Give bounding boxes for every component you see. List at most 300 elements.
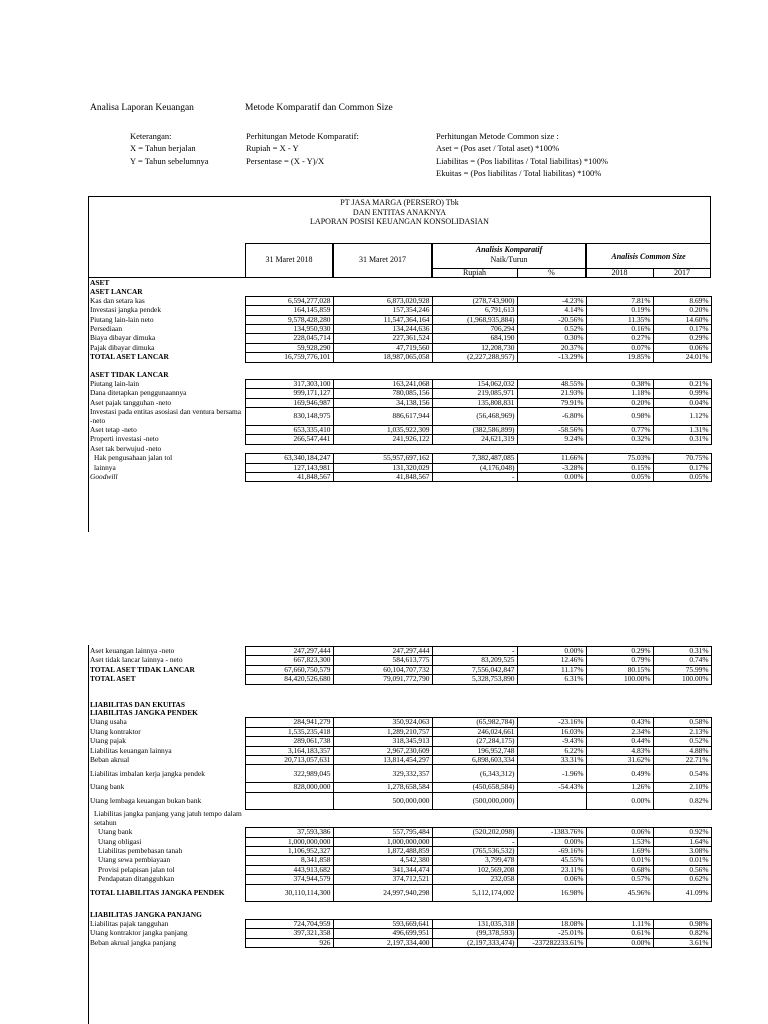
common-size-2017: 1.64% <box>653 837 711 846</box>
table-row <box>88 938 711 947</box>
common-size-2017: 100.00% <box>653 675 711 684</box>
value-2017 <box>333 810 432 828</box>
diff-rupiah: 102,569,208 <box>432 865 517 874</box>
row-label: LIABILITAS JANGKA PENDEK <box>90 709 198 718</box>
common-size-2017: 0.20% <box>653 306 711 315</box>
row-label <box>88 362 245 371</box>
common-size-2018 <box>586 902 653 911</box>
row-label: Goodwill <box>90 472 118 482</box>
common-size-2017: 0.52% <box>653 737 711 746</box>
value-2017 <box>333 362 432 371</box>
table-row <box>88 929 711 938</box>
common-size-2018: 1.18% <box>586 389 653 398</box>
diff-percent: 6.31% <box>517 675 586 684</box>
table-row <box>88 306 711 315</box>
table-row <box>88 287 711 296</box>
common-size-2018 <box>586 287 653 296</box>
common-size-2017: 2.13% <box>653 727 711 736</box>
value-2018: 1,535,235,418 <box>245 727 333 736</box>
value-2017: 780,085,156 <box>333 389 432 398</box>
diff-rupiah: (2,227,288,957) <box>432 353 517 362</box>
diff-rupiah: (6,343,312) <box>432 765 517 783</box>
diff-percent: -9.43% <box>517 737 586 746</box>
common-size-2017: 1.12% <box>653 408 711 426</box>
table-row <box>88 647 711 656</box>
diff-percent: -23.16% <box>517 718 586 727</box>
common-size-2018 <box>586 709 653 718</box>
common-size-2018 <box>586 910 653 919</box>
value-2018 <box>245 902 333 911</box>
value-2018: 322,989,045 <box>245 765 333 783</box>
common-size-2017: 0.54% <box>653 765 711 783</box>
value-2017 <box>333 684 432 693</box>
table-row <box>88 473 711 482</box>
diff-percent: 4.14% <box>517 306 586 315</box>
report-title-block <box>88 198 711 227</box>
common-size-2017 <box>653 693 711 701</box>
common-size-2017 <box>653 287 711 296</box>
value-2017: 6,873,020,928 <box>333 296 432 305</box>
common-size-2017: 0.99% <box>653 389 711 398</box>
table-row <box>88 709 711 718</box>
common-size-2017: 2.10% <box>653 783 711 792</box>
diff-rupiah: 6,791,613 <box>432 306 517 315</box>
diff-percent: -13.29% <box>517 353 586 362</box>
col-header-common-size: Analisis Common Size <box>611 252 686 261</box>
diff-percent: 48.55% <box>517 380 586 389</box>
value-2017: 11,547,364,164 <box>333 315 432 324</box>
table-row <box>88 665 711 674</box>
value-2018 <box>245 701 333 709</box>
subsidiary-line: DAN ENTITAS ANAKNYA <box>352 207 447 217</box>
common-size-2018: 31.62% <box>586 756 653 765</box>
diff-percent: -1.96% <box>517 765 586 783</box>
value-2018: 667,823,300 <box>245 656 333 665</box>
value-2017: 584,613,775 <box>333 656 432 665</box>
diff-rupiah: (99,378,593) <box>432 929 517 938</box>
row-label: ASET <box>90 279 110 287</box>
diff-percent: -4.23% <box>517 296 586 305</box>
common-size-2017: 0.05% <box>653 473 711 482</box>
common-size-2017 <box>653 902 711 911</box>
diff-percent: -6.80% <box>517 408 586 426</box>
diff-percent: 45.55% <box>517 856 586 865</box>
row-label: Aset keuangan lainnya -neto <box>90 646 175 655</box>
col-header-rupiah: Rupiah <box>462 268 487 277</box>
row-label: Properti investasi -neto <box>90 434 159 444</box>
common-size-2017: 0.17% <box>653 463 711 472</box>
row-label: Piutang lain-lain neto <box>90 315 154 324</box>
value-2018: 1,106,952,327 <box>245 847 333 856</box>
col-header-cs-2018: 2018 <box>611 268 628 277</box>
diff-percent: 11.17% <box>517 665 586 674</box>
value-2017: 1,872,488,859 <box>333 847 432 856</box>
row-label: TOTAL ASET <box>90 674 136 684</box>
table-row <box>88 398 711 407</box>
table-row <box>88 792 711 810</box>
row-label: Aset pajak tangguhan -neto <box>90 398 172 407</box>
diff-rupiah: 196,952,748 <box>432 746 517 755</box>
value-2018 <box>245 792 333 810</box>
diff-rupiah: (27,284,175) <box>432 737 517 746</box>
value-2017: 341,344,474 <box>333 865 432 874</box>
common-size-2018: 0.68% <box>586 865 653 874</box>
row-label: Utang lembaga keuangan bukan bank <box>90 795 202 805</box>
doc-title-left: Analisa Laporan Keuangan <box>90 103 194 113</box>
asset-table <box>88 279 712 482</box>
diff-rupiah <box>432 810 517 828</box>
row-label: Hak pengusahaan jalan tol <box>94 453 173 463</box>
row-label: ASET LANCAR <box>90 287 143 296</box>
value-2018: 8,341,858 <box>245 856 333 865</box>
diff-percent: 11.66% <box>517 454 586 463</box>
diff-percent <box>517 810 586 828</box>
row-label: Liabilitas keuangan lainnya <box>90 746 172 755</box>
diff-rupiah <box>432 371 517 380</box>
diff-percent: 0.30% <box>517 334 586 343</box>
value-2018 <box>245 279 333 287</box>
col-header-komparatif: Analisis Komparatif <box>475 245 543 254</box>
value-2018 <box>245 709 333 718</box>
diff-percent: -69.16% <box>517 847 586 856</box>
common-size-2017: 0.29% <box>653 334 711 343</box>
common-size-2018: 0.29% <box>586 647 653 656</box>
value-2018: 16,759,776,101 <box>245 353 333 362</box>
value-2018: 164,145,859 <box>245 306 333 315</box>
value-2017: 329,332,357 <box>333 765 432 783</box>
diff-rupiah: 232,058 <box>432 875 517 884</box>
value-2017: 500,000,000 <box>333 792 432 810</box>
value-2018 <box>245 287 333 296</box>
table-row <box>88 828 711 837</box>
diff-percent <box>517 709 586 718</box>
table-row <box>88 875 711 884</box>
value-2018 <box>245 693 333 701</box>
value-2017: 134,244,636 <box>333 325 432 334</box>
diff-rupiah <box>432 287 517 296</box>
common-size-2017: 75.99% <box>653 665 711 674</box>
common-size-2018: 1.69% <box>586 847 653 856</box>
row-label: Persediaan <box>90 324 123 334</box>
row-label: Biaya dibayar dimuka <box>90 333 156 343</box>
row-label <box>88 693 245 701</box>
row-label: Aset tidak lancar lainnya - neto <box>90 655 183 665</box>
common-size-2018 <box>586 362 653 371</box>
value-2017: 47,719,560 <box>333 343 432 352</box>
common-size-2018 <box>586 371 653 380</box>
table-row <box>88 353 711 362</box>
row-label: Pajak dibayar dimuka <box>90 343 155 352</box>
value-2018 <box>245 684 333 693</box>
diff-rupiah: (765,536,532) <box>432 847 517 856</box>
value-2017: 247,297,444 <box>333 647 432 656</box>
value-2018: 999,171,127 <box>245 389 333 398</box>
table-row <box>88 684 711 693</box>
table-row <box>88 746 711 755</box>
common-size-2018: 7.81% <box>586 296 653 305</box>
col-header-cs-2017: 2017 <box>674 268 690 277</box>
table-row <box>88 727 711 736</box>
value-2017 <box>333 444 432 453</box>
diff-percent <box>517 362 586 371</box>
value-2018: 830,148,975 <box>245 408 333 426</box>
row-label: Piutang lain-lain <box>90 379 140 389</box>
keterangan-label: Keterangan: <box>130 131 172 141</box>
common-size-2017: 1.31% <box>653 426 711 435</box>
diff-percent: 6.22% <box>517 746 586 755</box>
table-row <box>88 380 711 389</box>
table-row <box>88 444 711 453</box>
common-size-2017: 0.06% <box>653 343 711 352</box>
diff-rupiah: 7,556,042,847 <box>432 665 517 674</box>
value-2018: 9,578,428,280 <box>245 315 333 324</box>
value-2017: 1,000,000,000 <box>333 837 432 846</box>
diff-rupiah: - <box>432 473 517 482</box>
value-2018: 63,340,184,247 <box>245 454 333 463</box>
diff-rupiah: 7,382,487,085 <box>432 454 517 463</box>
diff-rupiah: 6,898,603,334 <box>432 756 517 765</box>
value-2017: 79,091,772,790 <box>333 675 432 684</box>
table-row <box>88 837 711 846</box>
table-row <box>88 675 711 684</box>
value-2018: 397,321,358 <box>245 929 333 938</box>
row-label: Pendapatan ditangguhkan <box>98 874 175 884</box>
diff-percent <box>517 444 586 453</box>
diff-rupiah: 12,208,730 <box>432 343 517 352</box>
common-size-2018: 0.49% <box>586 765 653 783</box>
diff-rupiah <box>432 902 517 911</box>
common-size-2018: 0.15% <box>586 463 653 472</box>
common-size-2018: 0.16% <box>586 325 653 334</box>
diff-rupiah <box>432 279 517 287</box>
row-label: TOTAL ASET LANCAR <box>90 352 169 362</box>
keterangan-line: X = Tahun berjalan <box>130 143 196 154</box>
common-size-2017: 70.75% <box>653 454 711 463</box>
diff-percent: -58.56% <box>517 426 586 435</box>
diff-rupiah <box>432 684 517 693</box>
diff-percent: 33.31% <box>517 756 586 765</box>
value-2018: 67,660,750,579 <box>245 665 333 674</box>
diff-rupiah: 684,190 <box>432 334 517 343</box>
value-2017: 34,138,156 <box>333 398 432 407</box>
common-size-2018: 100.00% <box>586 675 653 684</box>
common-size-2018: 0.05% <box>586 473 653 482</box>
common-size-2017: 0.82% <box>653 929 711 938</box>
diff-percent: 0.06% <box>517 875 586 884</box>
common-size-2017: 0.58% <box>653 718 711 727</box>
diff-rupiah: 24,621,319 <box>432 435 517 444</box>
row-label: Aset tetap -neto <box>90 425 137 435</box>
diff-rupiah: (2,197,333,474) <box>432 938 517 947</box>
value-2018: 134,950,930 <box>245 325 333 334</box>
komparatif-title: Perhitungan Metode Komparatif: <box>246 131 359 141</box>
col-header-2017: 31 Maret 2017 <box>358 255 407 264</box>
diff-rupiah: (382,586,899) <box>432 426 517 435</box>
common-size-2018: 80.15% <box>586 665 653 674</box>
value-2017: 18,987,065,058 <box>333 353 432 362</box>
diff-rupiah: - <box>432 837 517 846</box>
common-size-2018: 11.35% <box>586 315 653 324</box>
value-2017 <box>333 287 432 296</box>
common-size-2017: 0.04% <box>653 398 711 407</box>
common-size-2017 <box>653 362 711 371</box>
common-size-2018: 0.00% <box>586 792 653 810</box>
table-row <box>88 463 711 472</box>
table-row <box>88 296 711 305</box>
common-size-2017 <box>653 279 711 287</box>
value-2018 <box>245 371 333 380</box>
value-2017: 157,354,246 <box>333 306 432 315</box>
table-row <box>88 756 711 765</box>
row-label: lainnya <box>94 463 116 472</box>
value-2018: 828,000,000 <box>245 783 333 792</box>
row-label: Liabilitas pembebasan tanah <box>98 846 183 856</box>
value-2018: 289,061,738 <box>245 737 333 746</box>
diff-percent: -25.01% <box>517 929 586 938</box>
value-2018 <box>245 362 333 371</box>
diff-rupiah: 131,035,318 <box>432 919 517 928</box>
diff-rupiah: - <box>432 647 517 656</box>
table-row <box>88 910 711 919</box>
value-2018: 84,420,526,680 <box>245 675 333 684</box>
value-2017: 131,320,029 <box>333 463 432 472</box>
value-2017: 55,957,697,162 <box>333 454 432 463</box>
col-header-percent: % <box>548 268 555 277</box>
row-label: Utang bank <box>98 827 133 837</box>
col-header-naik-turun: Naik/Turun <box>490 255 528 264</box>
common-size-2017: 0.17% <box>653 325 711 334</box>
common-size-2017: 0.92% <box>653 828 711 837</box>
value-2018: 443,913,682 <box>245 865 333 874</box>
value-2017 <box>333 709 432 718</box>
table-row <box>88 334 711 343</box>
common-size-2017: 41.09% <box>653 884 711 902</box>
value-2017: 557,795,484 <box>333 828 432 837</box>
row-label: Provisi pelapisan jalan tol <box>98 865 175 874</box>
value-2017: 4,542,380 <box>333 856 432 865</box>
diff-rupiah <box>432 701 517 709</box>
row-label: Utang kontraktor <box>90 727 141 736</box>
diff-percent: 9.24% <box>517 435 586 444</box>
row-label: Utang bank <box>90 782 125 792</box>
value-2018: 37,593,386 <box>245 828 333 837</box>
table-row <box>88 315 711 324</box>
diff-rupiah: 5,112,174,002 <box>432 884 517 902</box>
komparatif-line: Rupiah = X - Y <box>246 143 299 154</box>
diff-percent: -3.28% <box>517 463 586 472</box>
common-size-2018: 0.57% <box>586 875 653 884</box>
value-2018 <box>245 910 333 919</box>
table-row <box>88 408 711 426</box>
row-label: Investasi jangka pendek <box>90 305 162 315</box>
value-2018: 317,303,100 <box>245 380 333 389</box>
diff-percent: 16.98% <box>517 884 586 902</box>
diff-rupiah: 246,024,661 <box>432 727 517 736</box>
row-label <box>88 684 245 693</box>
table-row <box>88 919 711 928</box>
diff-percent: 0.52% <box>517 325 586 334</box>
diff-percent: 12.46% <box>517 656 586 665</box>
common-size-2018: 1.26% <box>586 783 653 792</box>
common-size-2017: 14.60% <box>653 315 711 324</box>
value-2017: 2,197,334,400 <box>333 938 432 947</box>
table-row <box>88 701 711 709</box>
common-size-2017 <box>653 701 711 709</box>
table-row <box>88 325 711 334</box>
common-size-2018: 0.19% <box>586 306 653 315</box>
diff-rupiah: (56,468,969) <box>432 408 517 426</box>
value-2018: 1,000,000,000 <box>245 837 333 846</box>
common-size-2017: 3.61% <box>653 938 711 947</box>
value-2018: 284,941,279 <box>245 718 333 727</box>
value-2017: 886,617,944 <box>333 408 432 426</box>
common-size-2018: 0.38% <box>586 380 653 389</box>
value-2017: 496,699,951 <box>333 929 432 938</box>
common-size-2017: 24.01% <box>653 353 711 362</box>
diff-rupiah: (520,202,098) <box>432 828 517 837</box>
row-label: TOTAL ASET TIDAK LANCAR <box>90 665 195 674</box>
value-2017: 163,241,068 <box>333 380 432 389</box>
common-size-2018: 1.11% <box>586 919 653 928</box>
common-size-2018: 1.53% <box>586 837 653 846</box>
diff-percent: 23.11% <box>517 865 586 874</box>
value-2018: 41,848,567 <box>245 473 333 482</box>
common-size-2018: 0.44% <box>586 737 653 746</box>
table-row <box>88 693 711 701</box>
common-size-2018: 0.77% <box>586 426 653 435</box>
row-label: Dana ditetapkan penggunaannya <box>90 388 187 398</box>
diff-rupiah: 706,294 <box>432 325 517 334</box>
table-row <box>88 362 711 371</box>
common-size-2018: 0.98% <box>586 408 653 426</box>
common-size-2017 <box>653 684 711 693</box>
table-row <box>88 810 711 828</box>
row-label: Kas dan setara kas <box>90 296 145 305</box>
diff-percent: 20.37% <box>517 343 586 352</box>
value-2017: 318,345,913 <box>333 737 432 746</box>
row-label: Utang pajak <box>90 736 126 746</box>
value-2017: 1,289,210,757 <box>333 727 432 736</box>
value-2018: 266,547,441 <box>245 435 333 444</box>
diff-rupiah <box>432 910 517 919</box>
table-row <box>88 765 711 783</box>
diff-percent <box>517 693 586 701</box>
common-size-2017: 0.82% <box>653 792 711 810</box>
value-2018: 20,713,057,631 <box>245 756 333 765</box>
common-size-2017 <box>653 910 711 919</box>
common-size-2017: 0.56% <box>653 865 711 874</box>
common-size-2018: 0.79% <box>586 656 653 665</box>
diff-rupiah: (4,176,048) <box>432 463 517 472</box>
diff-percent <box>517 910 586 919</box>
diff-percent <box>517 287 586 296</box>
value-2017 <box>333 701 432 709</box>
value-2018: 127,143,981 <box>245 463 333 472</box>
value-2017 <box>333 902 432 911</box>
table-row <box>88 435 711 444</box>
table-row <box>88 454 711 463</box>
value-2017 <box>333 910 432 919</box>
common-size-line: Liabilitas = (Pos liabilitas / Total liabilitas) *100% <box>436 155 608 166</box>
table-row <box>88 847 711 856</box>
value-2017 <box>333 693 432 701</box>
common-size-2018: 45.96% <box>586 884 653 902</box>
row-label: Utang obligasi <box>98 837 142 846</box>
diff-percent <box>517 792 586 810</box>
common-size-2018 <box>586 701 653 709</box>
diff-percent: -20.56% <box>517 315 586 324</box>
value-2017 <box>333 279 432 287</box>
